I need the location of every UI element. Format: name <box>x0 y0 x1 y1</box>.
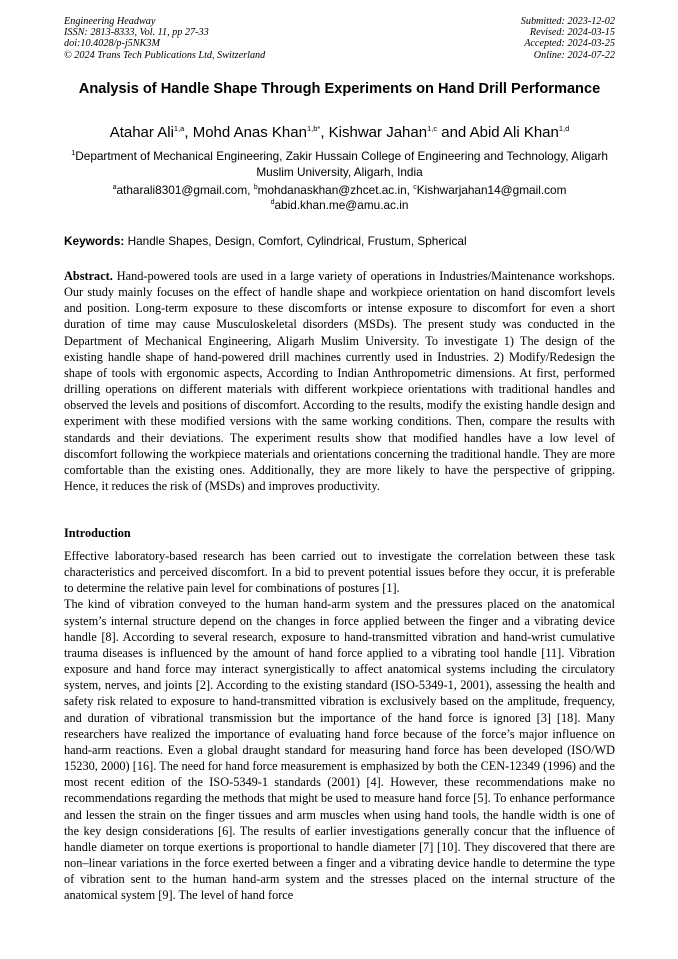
submitted-date: Submitted: 2023-12-02 <box>520 16 615 27</box>
dates-meta <box>521 16 615 61</box>
revised-date: Revised: 2024-03-15 <box>529 27 615 39</box>
paragraph: The kind of vibration conveyed to the human hand-arm system and the pressures placed on the anatomical system’s internal structure depend on the changes in force applied between the finger and a vibrating device handle [8]. According to several research, exposure to hand-transmitted vibration and hand-wrist cumulative trauma diseases is influenced by the amount of hand force applied to a vibrating tool handle [11]. Vibration exposure and hand force may interact synergistically to affect anatomical systems including the circulatory system, nerves, and joints [2]. According to the existing standard (ISO-5349-1, 2001), assessing the health and safety risk related to exposure to hand-transmitted vibration is exclusively based on the amplitude, frequency, and duration of vibrational transmission but the importance of the hand force is ignored [3] [18]. Many researchers have realized the importance of evaluating hand force because of the force’s major influence on hand-arm reactions. Even a global draught standard for measuring hand force has been developed (ISO/WD 15230, 2000) [16]. The need for hand force measurement is emphasized by both the CEN-12349 (1996) and the most recent edition of the ISO-5349-1 standards (2001) [4]. However, these recommendations make no recommendations regarding the methods that might be used to measure hand force [5]. To enhance performance and lessen the strain on the finger tissues and arm muscles when using hand tools, the handle width is one of the key design considerations [6]. The results of earlier investigations generally concur that the influence of handle diameter on torque exertions is proportional to handle diameter [7] [10]. They discovered that there are non–linear variations in the force exerted between a finger and a vibrating device handle to determine the type of vibration sent to the human hand-arm system and the stresses placed on the internal structure of the anatomical system [9]. The level of hand force <box>64 597 615 903</box>
paragraph: Effective laboratory-based research has been carried out to investigate the correlation between these task characteristics and perceived discomfort. In a bid to prevent potential issues before they occur, it is preferable to determine the relative pain level for combinations of postures [1]. <box>64 549 615 596</box>
doi-line: doi:10.4028/p-j5NK3M <box>64 38 160 50</box>
keywords <box>64 233 615 249</box>
abstract-text: Hand-powered tools are used in a large variety of operations in Industries/Maintenance workshops. Our study mainly focuses on the effect of handle shape and workpiece orientation on hand discomfort levels and position. Long-term exposure to these discomforts or intense exposure to discomfort for even a short duration of time may cause Musculoskeletal disorders (MSDs). The present study was conducted in the Department of Mechanical Engineering, Aligarh Muslim University. To investigate 1) The design of the existing handle shape of hand-powered drill machines currently used in Industries. 2) Modify/Redesign the shape of tools with ergonomic aspects, According to Indian Anthropometric dimensions. At first, performed drilling operations on different materials with different workpiece orientations with traditional handles and observed the levels and positions of discomfort. According to the results, modify the existing handle design and experiment with these modified versions with the same working conditions. Then, compare the results with standards and their deviations. The experiment results show that modified handles have a low level of discomfort following the workpiece materials and orientations concerning the traditional handle. They are more comfortable than the existing ones. Additionally, they are more likely to have the perspective of gripping. Hence, it reduces the risk of (MSDs) and improves productivity. <box>64 269 615 494</box>
abstract <box>64 268 615 494</box>
affiliation: $^1$Department of Mechanical Engineering, Zakir Hussain College of Engineering and Technology, Aligarh Muslim University, Aligarh, India <box>71 148 608 179</box>
author: Kishwar Jahan$^{1,c}$ and <box>328 124 470 141</box>
email-link[interactable]: $^b$mohdanaskhan@zhcet.ac.in <box>253 183 407 197</box>
online-date: Online: 2024-07-22 <box>533 49 615 61</box>
section-heading-introduction: Introduction <box>64 526 131 540</box>
journal-meta <box>64 16 265 61</box>
paper-title: Analysis of Handle Shape Through Experiments on Hand Drill Performance <box>78 81 601 97</box>
author: Abid Ali Khan$^{1,d}$ <box>469 124 570 141</box>
keywords-label: Keywords: <box>64 234 125 248</box>
keywords-text: Handle Shapes, Design, Comfort, Cylindrical, Frustum, Spherical <box>124 234 467 248</box>
journal-name: Engineering Headway <box>64 16 156 27</box>
email-link[interactable]: $^d$abid.khan.me@amu.ac.in <box>270 198 409 212</box>
author-list <box>64 123 615 143</box>
introduction-body <box>64 548 615 903</box>
email-list: $^a$atharali8301@gmail.com, $^b$mohdanaskhan@zhcet.ac.in, $^c$Kishwarjahan14@gmail.com $^d$abid.khan.me@amu.ac.in <box>112 183 567 212</box>
issn-line: ISSN: 2813-8333, Vol. 11, pp 27-33 <box>64 27 209 39</box>
abstract-label: Abstract. <box>64 269 113 283</box>
accepted-date: Accepted: 2024-03-25 <box>524 38 615 50</box>
author: Atahar Ali$^{1,a}$, <box>109 124 193 141</box>
author: Mohd Anas Khan$^{1,b*}$, <box>192 124 329 141</box>
copyright-line: © 2024 Trans Tech Publications Ltd, Switzerland <box>64 49 266 61</box>
email-link[interactable]: $^c$Kishwarjahan14@gmail.com <box>413 183 567 197</box>
email-link[interactable]: $^a$atharali8301@gmail.com <box>112 183 248 197</box>
